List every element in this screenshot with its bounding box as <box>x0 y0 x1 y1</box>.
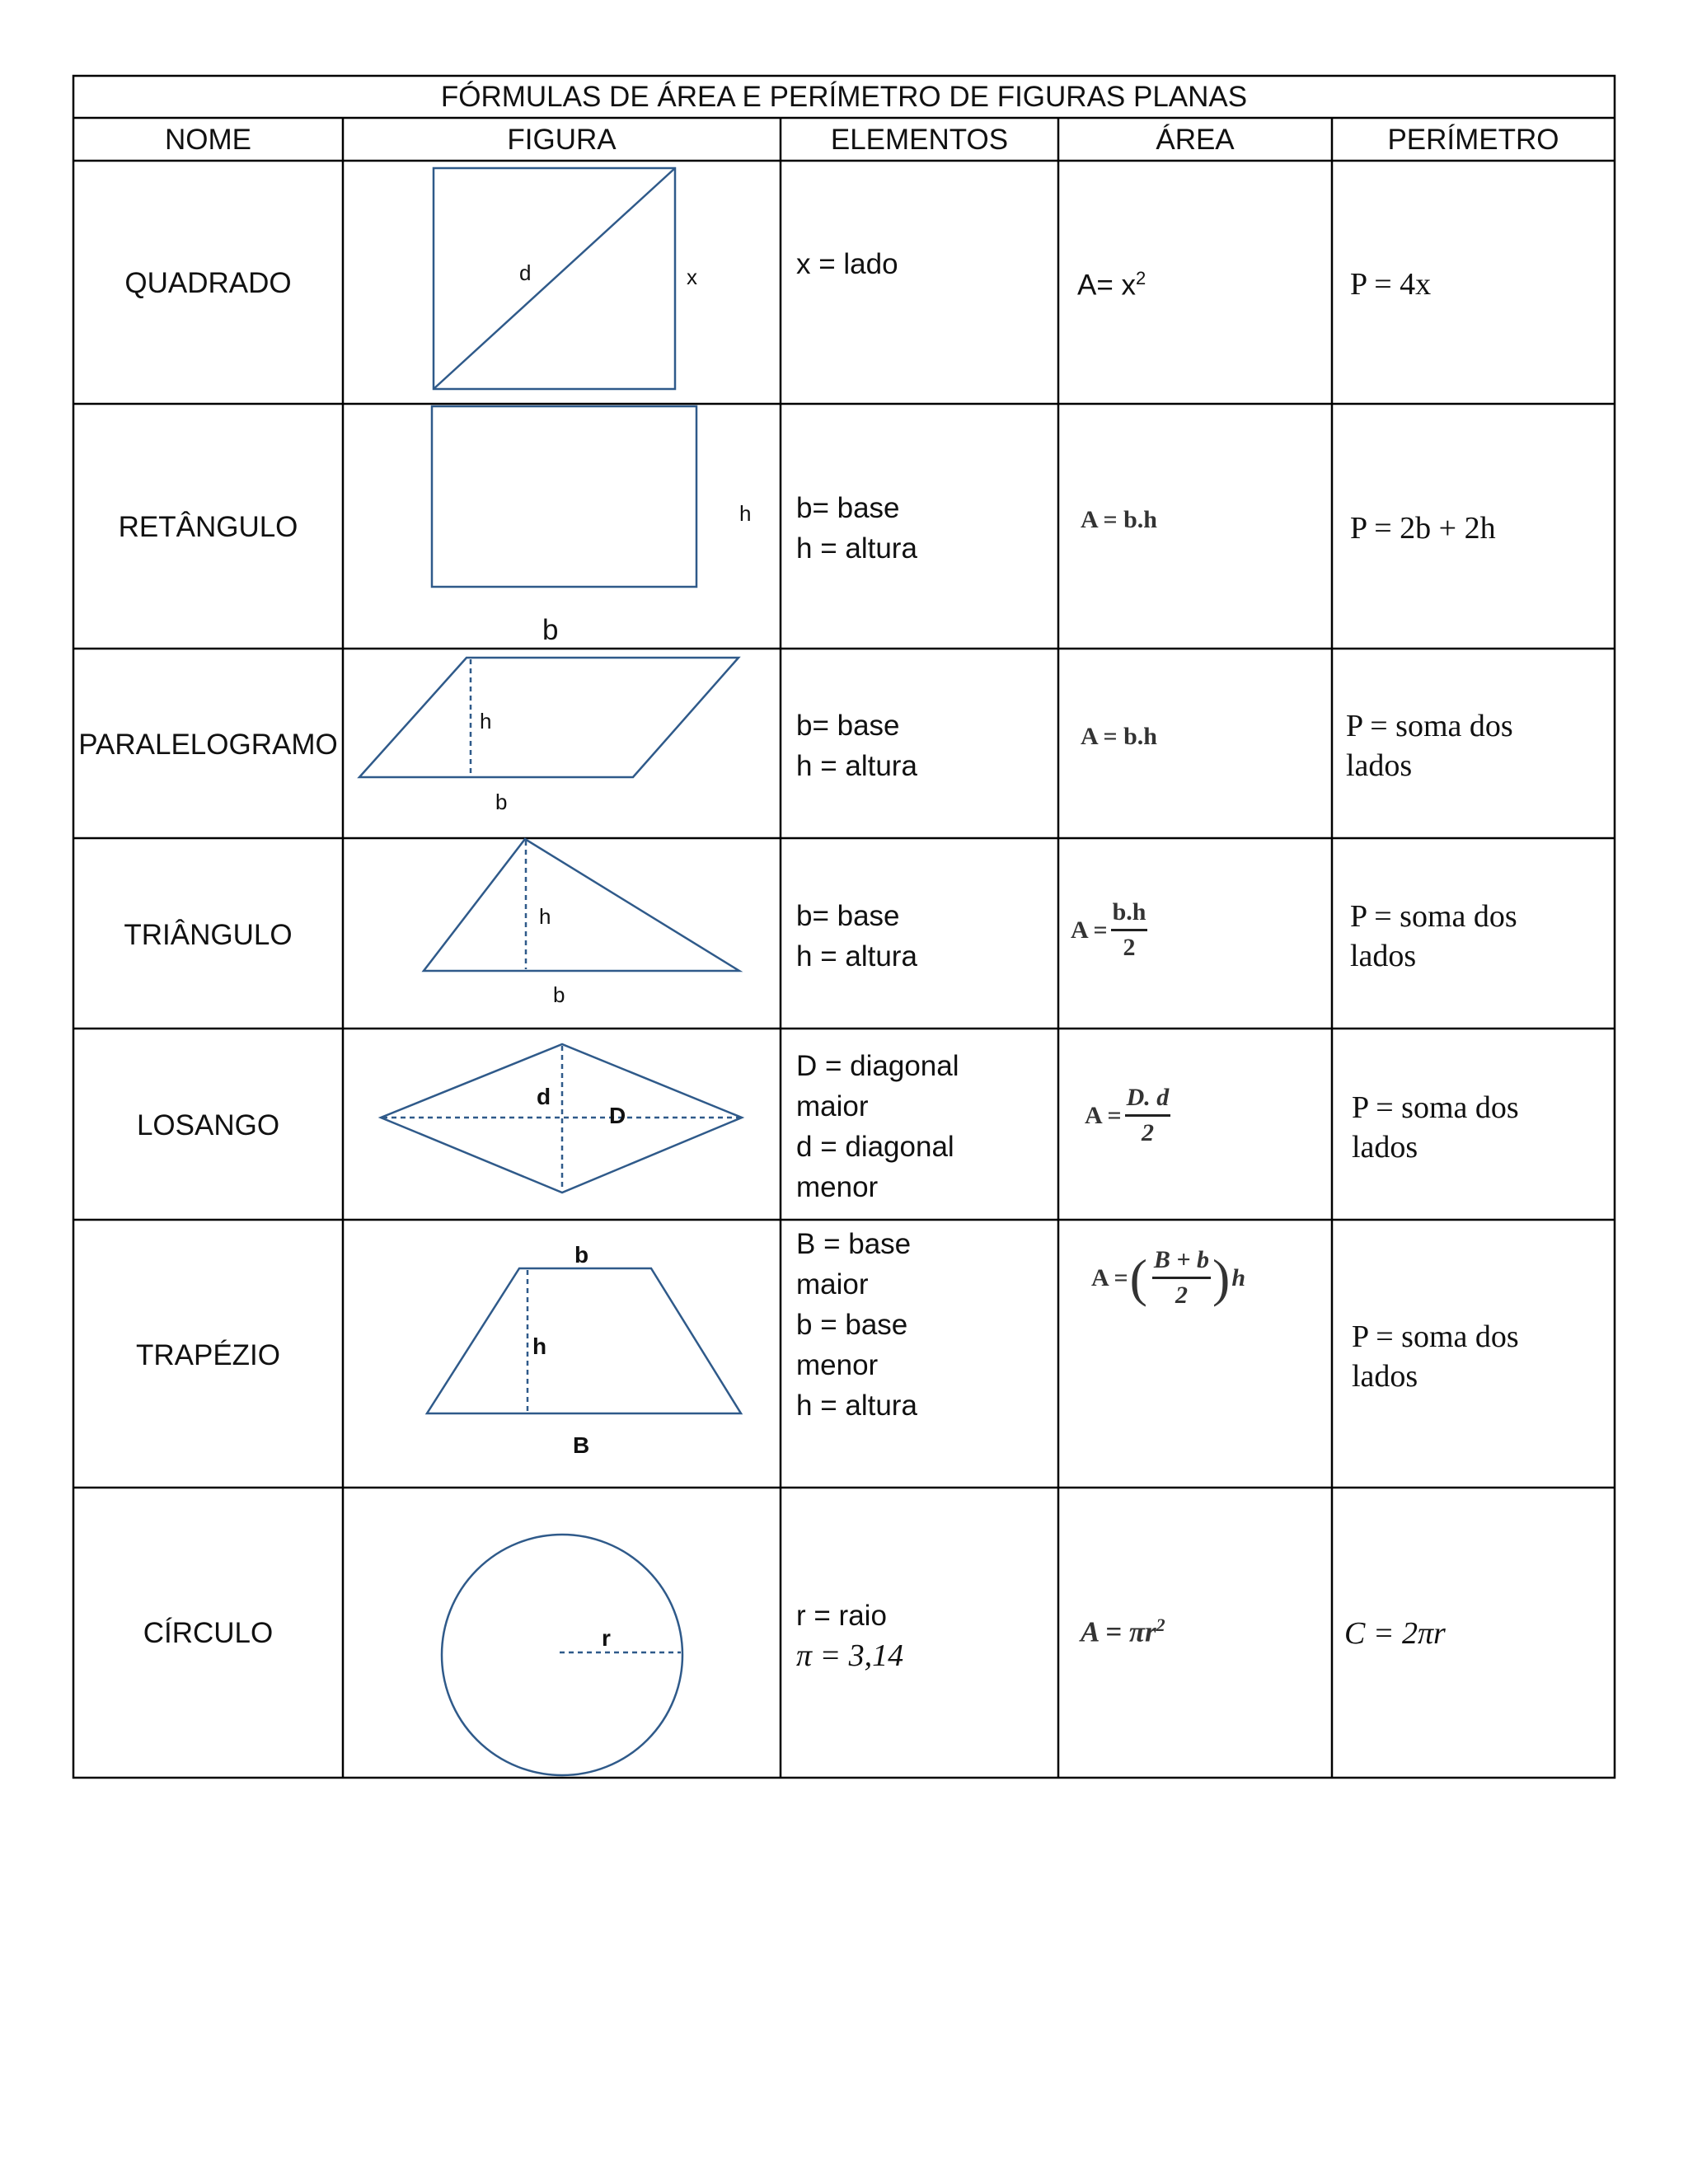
square-diagonal <box>434 168 675 389</box>
area-formula: A = b.h <box>1081 723 1157 750</box>
parallelogram-label-h: h <box>480 709 492 733</box>
elements-line: b= base <box>796 900 900 932</box>
rectangle-label-h: h <box>739 501 752 526</box>
elements-line: h = altura <box>796 532 917 565</box>
triangle-label-b: b <box>553 982 565 1007</box>
perimeter-formula: lados <box>1350 939 1417 973</box>
perimeter-formula: C = 2πr <box>1344 1616 1446 1651</box>
triangle-figure <box>424 839 739 971</box>
parallelogram-figure <box>359 658 738 777</box>
table-title: FÓRMULAS DE ÁREA E PERÍMETRO DE FIGURAS PLANAS <box>440 81 1248 113</box>
trapezoid-label-b: b <box>574 1242 589 1268</box>
rectangle-figure <box>432 406 696 587</box>
circle-label-r: r <box>602 1625 611 1651</box>
elements-line: h = altura <box>796 1390 917 1422</box>
area-formula: A = ( $\frac{B + b}{2}$ ) h <box>1091 1246 1246 1309</box>
elements-line: menor <box>796 1349 879 1381</box>
rhombus-label-d: d <box>537 1084 551 1109</box>
row-name: QUADRADO <box>124 267 292 299</box>
header-perimetro: PERÍMETRO <box>1387 124 1559 156</box>
header-elementos: ELEMENTOS <box>830 124 1009 156</box>
elements-line: d = diagonal <box>796 1131 954 1163</box>
rectangle-label-b: b <box>542 614 559 646</box>
elements-line: r = raio <box>796 1600 887 1632</box>
row-name: CÍRCULO <box>143 1617 274 1649</box>
row-name: RETÂNGULO <box>118 511 298 543</box>
trapezoid-label-h: h <box>532 1333 547 1359</box>
perimeter-formula: P = 4x <box>1350 267 1432 302</box>
perimeter-formula: P = soma dos <box>1352 1319 1519 1354</box>
header-figura: FIGURA <box>507 124 617 156</box>
perimeter-formula: P = 2b + 2h <box>1350 511 1496 546</box>
perimeter-formula: P = soma dos <box>1352 1090 1519 1125</box>
row-name: TRIÂNGULO <box>124 919 293 951</box>
elements-line: h = altura <box>796 750 917 782</box>
elements-line: b = base <box>796 1309 908 1341</box>
trapezoid-label-B: B <box>573 1432 590 1458</box>
elements-line: h = altura <box>796 940 917 972</box>
header-area: ÁREA <box>1156 124 1235 156</box>
row-name: LOSANGO <box>136 1109 280 1141</box>
elements-line: b= base <box>796 492 900 524</box>
elements-line: B = base <box>796 1228 912 1260</box>
trapezoid-figure <box>427 1268 741 1413</box>
rhombus-label-D: D <box>609 1103 626 1128</box>
area-formula: $A= x^2$ <box>1077 268 1146 302</box>
row-name: TRAPÉZIO <box>135 1339 281 1371</box>
perimeter-formula: lados <box>1346 748 1413 783</box>
perimeter-formula: P = soma dos <box>1350 899 1517 934</box>
elements-line: D = diagonal <box>796 1050 959 1082</box>
area-formula: A = b.h <box>1081 506 1157 533</box>
circle-figure <box>442 1535 682 1775</box>
elements-line: menor <box>796 1171 879 1203</box>
header-nome: NOME <box>165 124 251 156</box>
square-label-d: d <box>519 260 532 285</box>
parallelogram-label-b: b <box>495 790 508 814</box>
area-formula: $A = \pi r^2$ <box>1081 1615 1165 1648</box>
area-formula: A = $\frac{b.h}{2}$ <box>1071 898 1146 961</box>
row-name: PARALELOGRAMO <box>78 729 338 761</box>
square-label-x: x <box>687 265 697 289</box>
elements-line: x = lado <box>796 248 898 280</box>
triangle-label-h: h <box>539 904 551 929</box>
elements-line: maior <box>796 1090 869 1122</box>
perimeter-formula: P = soma dos <box>1346 709 1513 743</box>
perimeter-formula: lados <box>1352 1130 1418 1165</box>
elements-line: b= base <box>796 710 900 742</box>
elements-line: maior <box>796 1268 869 1301</box>
elements-line: π = 3,14 <box>796 1638 904 1673</box>
area-formula: A = $\frac{D. d}{2}$ <box>1085 1084 1170 1146</box>
perimeter-formula: lados <box>1352 1359 1418 1394</box>
